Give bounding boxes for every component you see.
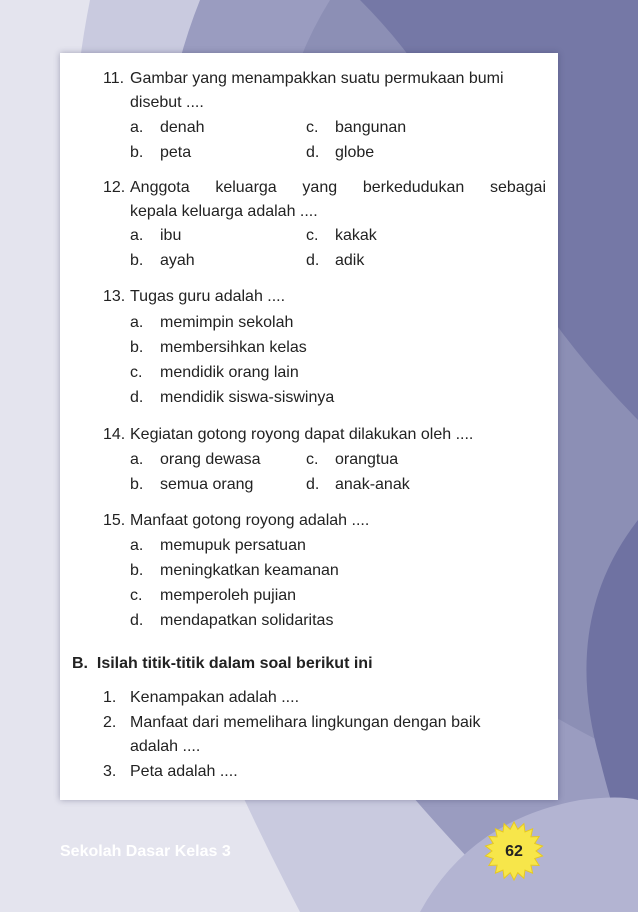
option-text: memimpin sekolah [160, 314, 294, 331]
option-label: b. [130, 476, 144, 493]
item-text: Peta adalah .... [130, 763, 238, 780]
option-label: c. [306, 119, 319, 136]
section-heading: B. Isilah titik-titik dalam soal berikut ini [72, 655, 373, 672]
question-text: Manfaat gotong royong adalah .... [130, 512, 370, 529]
question-text: Tugas guru adalah .... [130, 288, 286, 305]
question-number: 11. [103, 70, 125, 87]
option-text: mendidik orang lain [160, 364, 299, 381]
option-text: denah [160, 119, 205, 136]
option-label: d. [306, 476, 320, 493]
option-text: bangunan [335, 119, 407, 136]
item-number: 2. [103, 714, 117, 731]
option-label: d. [306, 144, 320, 161]
option-label: a. [130, 227, 144, 244]
option-text: semua orang [160, 476, 254, 493]
item-text: Manfaat dari memelihara lingkungan dengan baik [130, 714, 481, 731]
question-number: 15. [103, 512, 126, 529]
option-text: globe [335, 144, 375, 161]
question-number: 13. [103, 288, 126, 305]
option-text: ibu [160, 227, 182, 244]
item-number: 3. [103, 763, 117, 780]
option-label: b. [130, 144, 144, 161]
footer-title: Sekolah Dasar Kelas 3 [60, 843, 231, 860]
option-text: memperoleh pujian [160, 587, 297, 604]
option-label: c. [130, 364, 143, 381]
option-text: anak-anak [335, 476, 410, 493]
option-text: meningkatkan keamanan [160, 562, 339, 579]
option-label: d. [306, 252, 320, 269]
option-label: c. [130, 587, 143, 604]
option-text: adik [335, 252, 365, 269]
option-text: orang dewasa [160, 451, 261, 468]
option-label: b. [130, 339, 144, 356]
question-text: Kegiatan gotong royong dapat dilakukan oleh .... [130, 426, 474, 443]
question-text: kepala keluarga adalah .... [130, 203, 318, 220]
question-number: 12. [103, 179, 126, 196]
option-text: memupuk persatuan [160, 537, 306, 554]
option-label: a. [130, 314, 144, 331]
option-label: d. [130, 612, 144, 629]
question-text: Gambar yang menampakkan suatu permukaan bumi [130, 70, 504, 87]
question-text: Anggota keluarga yang berkedudukan sebagai [130, 179, 546, 196]
option-label: d. [130, 389, 144, 406]
question-text: disebut .... [130, 94, 204, 111]
item-text: adalah .... [130, 738, 201, 755]
option-text: kakak [335, 227, 377, 244]
option-text: membersihkan kelas [160, 339, 307, 356]
item-number: 1. [103, 689, 117, 706]
option-label: b. [130, 562, 144, 579]
option-text: orangtua [335, 451, 399, 468]
option-label: c. [306, 227, 319, 244]
option-text: mendidik siswa-siswinya [160, 389, 335, 406]
option-label: a. [130, 537, 144, 554]
item-text: Kenampakan adalah .... [130, 689, 300, 706]
option-label: a. [130, 119, 144, 136]
option-text: peta [160, 144, 192, 161]
option-label: c. [306, 451, 319, 468]
option-label: a. [130, 451, 144, 468]
option-label: b. [130, 252, 144, 269]
option-text: ayah [160, 252, 195, 269]
page-number: 62 [505, 843, 523, 860]
option-text: mendapatkan solidaritas [160, 612, 334, 629]
question-number: 14. [103, 426, 126, 443]
